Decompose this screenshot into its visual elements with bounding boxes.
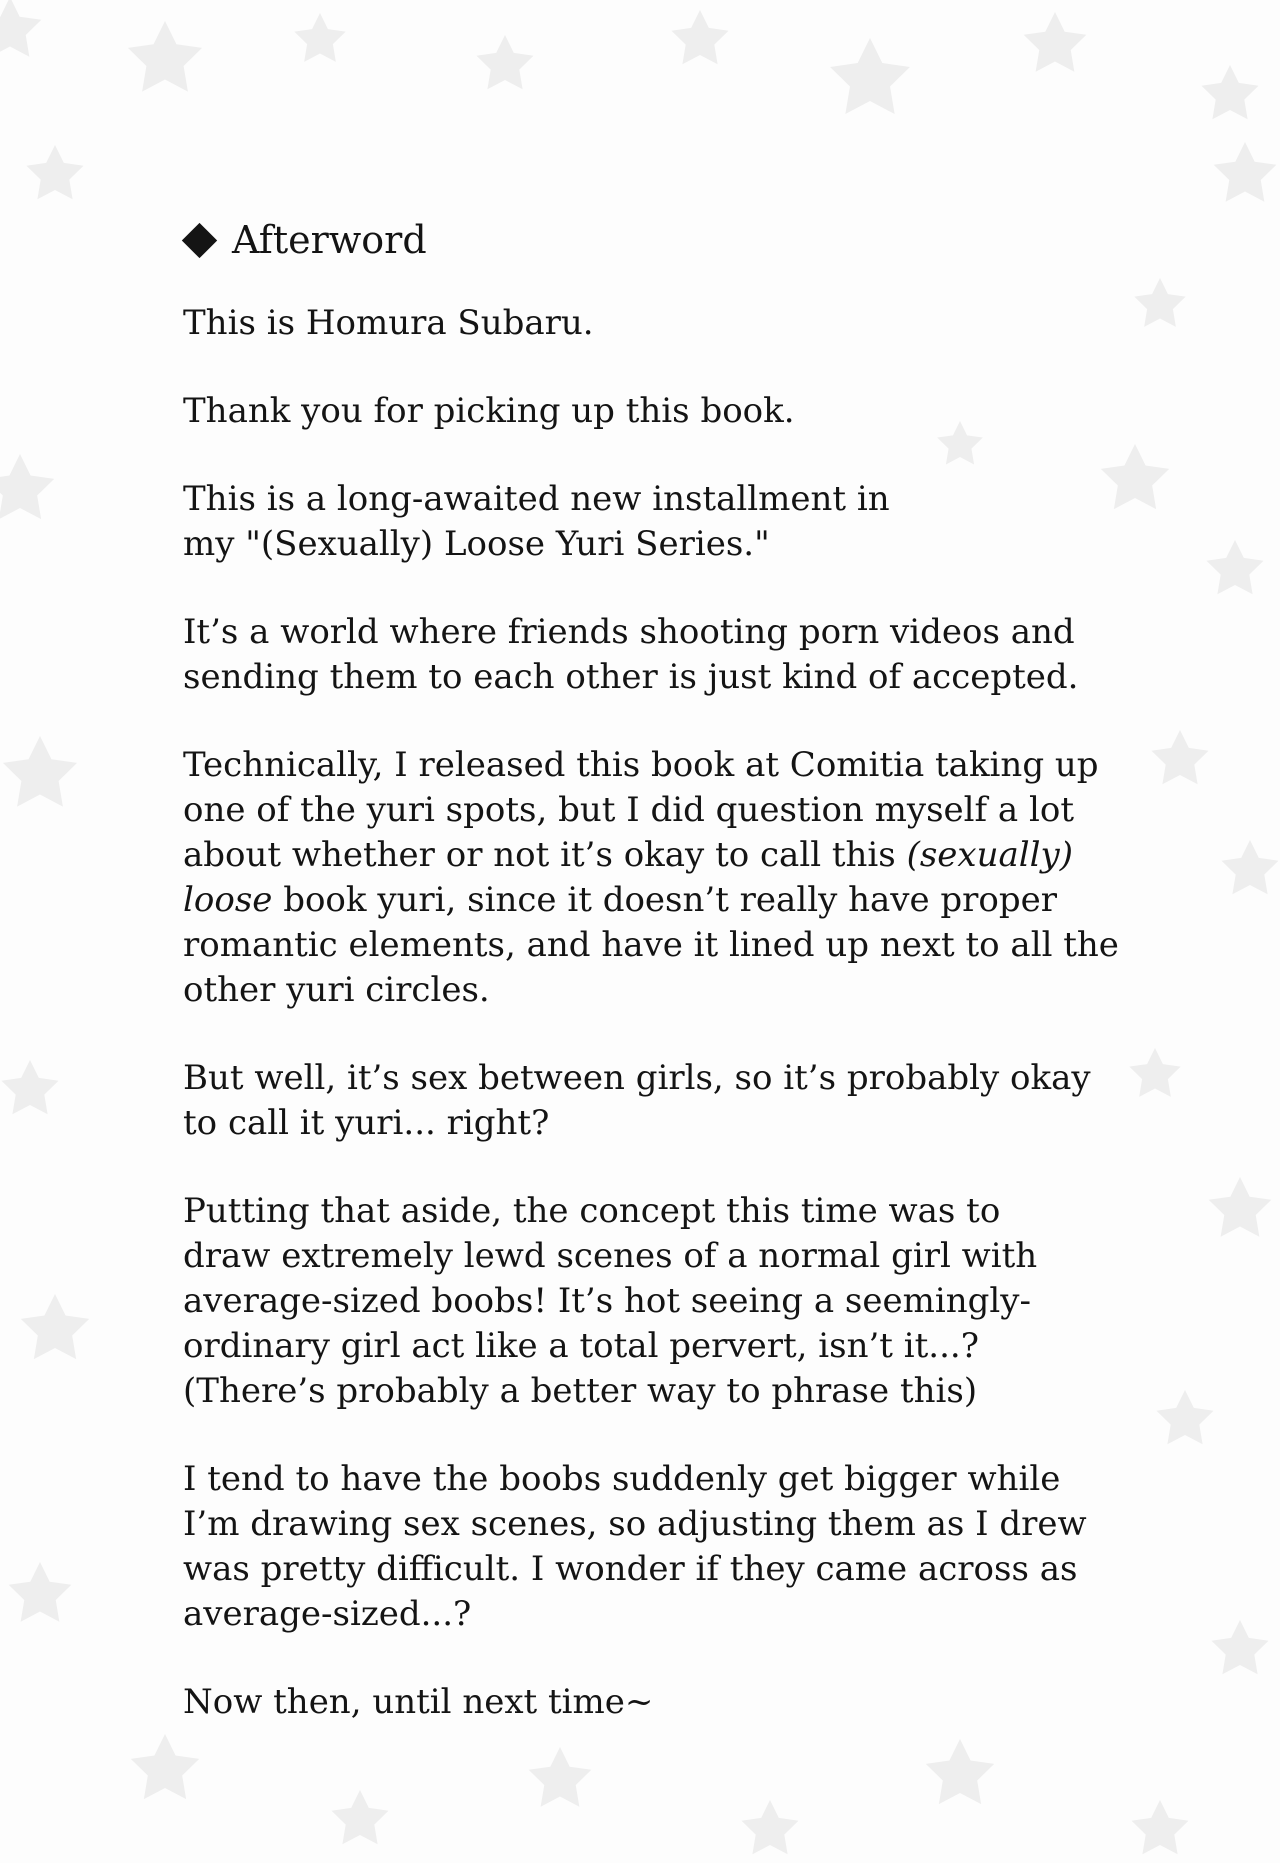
star-icon: [1222, 840, 1279, 894]
text-line: Thank you for picking up this book.: [183, 391, 795, 431]
text-line: sending them to each other is just kind of accepted.: [183, 657, 1079, 697]
star-icon: [27, 145, 84, 199]
star-icon: [2, 1060, 59, 1114]
star-icon: [1129, 1048, 1180, 1097]
star-icon: [742, 1800, 799, 1854]
text-line: other yuri circles.: [183, 970, 490, 1010]
text-line: This is a long-awaited new installment in: [183, 479, 890, 519]
star-icon: [1152, 730, 1209, 784]
paragraph-1: [183, 301, 1113, 346]
paragraph-9: [183, 1680, 1113, 1725]
afterword-page: [183, 215, 1119, 1768]
text-line: (There’s probably a better way to phrase this): [183, 1371, 978, 1411]
text-line: But well, it’s sex between girls, so it’s probably okay: [183, 1058, 1091, 1098]
star-icon: [672, 10, 729, 64]
italic-text: (sexually): [906, 835, 1073, 875]
star-icon: [1157, 1390, 1214, 1444]
text-line: average-sized boobs! It’s hot seeing a seemingly-: [183, 1281, 1031, 1321]
text-line: to call it yuri... right?: [183, 1103, 550, 1143]
text-line: draw extremely lewd scenes of a normal girl with: [183, 1236, 1038, 1276]
text-line: Technically, I released this book at Comitia taking up: [183, 745, 1099, 785]
text-run: about whether or not it’s okay to call this: [183, 835, 907, 875]
paragraph-5: [183, 743, 1119, 1013]
star-icon: [1202, 65, 1259, 119]
text-line: It’s a world where friends shooting porn videos and: [183, 612, 1075, 652]
text-line: average-sized...?: [183, 1594, 472, 1634]
paragraph-6: [183, 1056, 1113, 1146]
star-icon: [21, 1294, 89, 1359]
text-line: [183, 833, 1113, 878]
text-line: [183, 878, 1113, 923]
text-run: book yuri, since it doesn’t really have proper: [272, 880, 1058, 920]
star-icon: [1024, 12, 1087, 72]
text-line: Now then, until next time~: [183, 1682, 654, 1722]
text-line: romantic elements, and have it lined up next to all the: [183, 925, 1119, 965]
star-icon: [332, 1790, 389, 1844]
paragraph-3: [183, 477, 1113, 567]
heading-title: Afterword: [232, 218, 427, 262]
paragraph-7: [183, 1189, 1113, 1414]
text-line: my "(Sexually) Loose Yuri Series.": [183, 524, 770, 564]
star-icon: [128, 21, 202, 92]
star-icon: [9, 1562, 72, 1622]
star-icon: [1214, 142, 1277, 202]
star-icon: [477, 35, 534, 89]
star-icon: [1207, 540, 1264, 594]
italic-text: loose: [183, 880, 273, 920]
diamond-bullet-icon: [182, 222, 217, 257]
star-icon: [0, 0, 41, 57]
text-line: I’m drawing sex scenes, so adjusting them as I drew: [183, 1504, 1087, 1544]
star-icon: [1209, 1177, 1272, 1237]
star-icon: [294, 13, 345, 62]
star-icon: [0, 454, 54, 519]
paragraph-8: [183, 1457, 1113, 1637]
text-line: I tend to have the boobs suddenly get bigger while: [183, 1459, 1061, 1499]
text-line: This is Homura Subaru.: [183, 303, 594, 343]
section-heading: [183, 215, 1113, 265]
star-icon: [1132, 1800, 1189, 1854]
text-line: was pretty difficult. I wonder if they came across as: [183, 1549, 1078, 1589]
star-icon: [3, 736, 77, 807]
paragraph-4: [183, 610, 1113, 700]
star-icon: [1134, 278, 1185, 327]
star-icon: [830, 38, 910, 114]
star-icon: [1212, 1620, 1269, 1674]
text-line: ordinary girl act like a total pervert, isn’t it...?: [183, 1326, 979, 1366]
text-line: Putting that aside, the concept this time was to: [183, 1191, 1001, 1231]
text-line: one of the yuri spots, but I did question myself a lot: [183, 790, 1074, 830]
paragraph-2: [183, 389, 1113, 434]
